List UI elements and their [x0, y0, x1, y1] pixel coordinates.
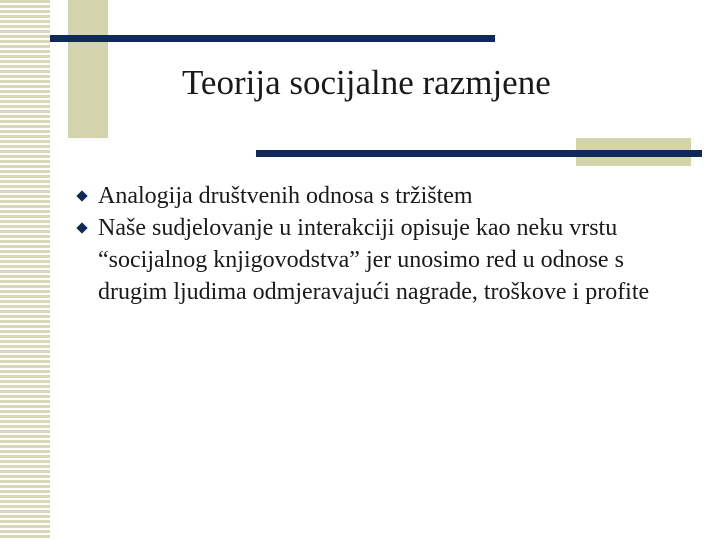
bullet-text: Analogija društvenih odnosa s tržištem: [98, 183, 473, 209]
decorative-navy-bar-bottom: [256, 150, 702, 157]
decorative-navy-bar-top: [50, 35, 495, 42]
bullet-text: Naše sudjelovanje u interakciji opisuje kao neku vrstu “socijalnog knjigovodstva” jer unosimo red u odnose s drugim ljudima odmjeravajući nagrade, troškove i profite: [98, 215, 650, 305]
diamond-bullet-icon: [76, 190, 87, 201]
decorative-olive-block-top: [68, 0, 108, 138]
bullet-list: [78, 180, 678, 308]
bullet-item: [78, 180, 678, 212]
slide-title: Teorija socijalne razmjene: [182, 63, 551, 102]
decorative-stripes: [0, 0, 50, 540]
bullet-item: [78, 212, 678, 308]
diamond-bullet-icon: [76, 222, 87, 233]
